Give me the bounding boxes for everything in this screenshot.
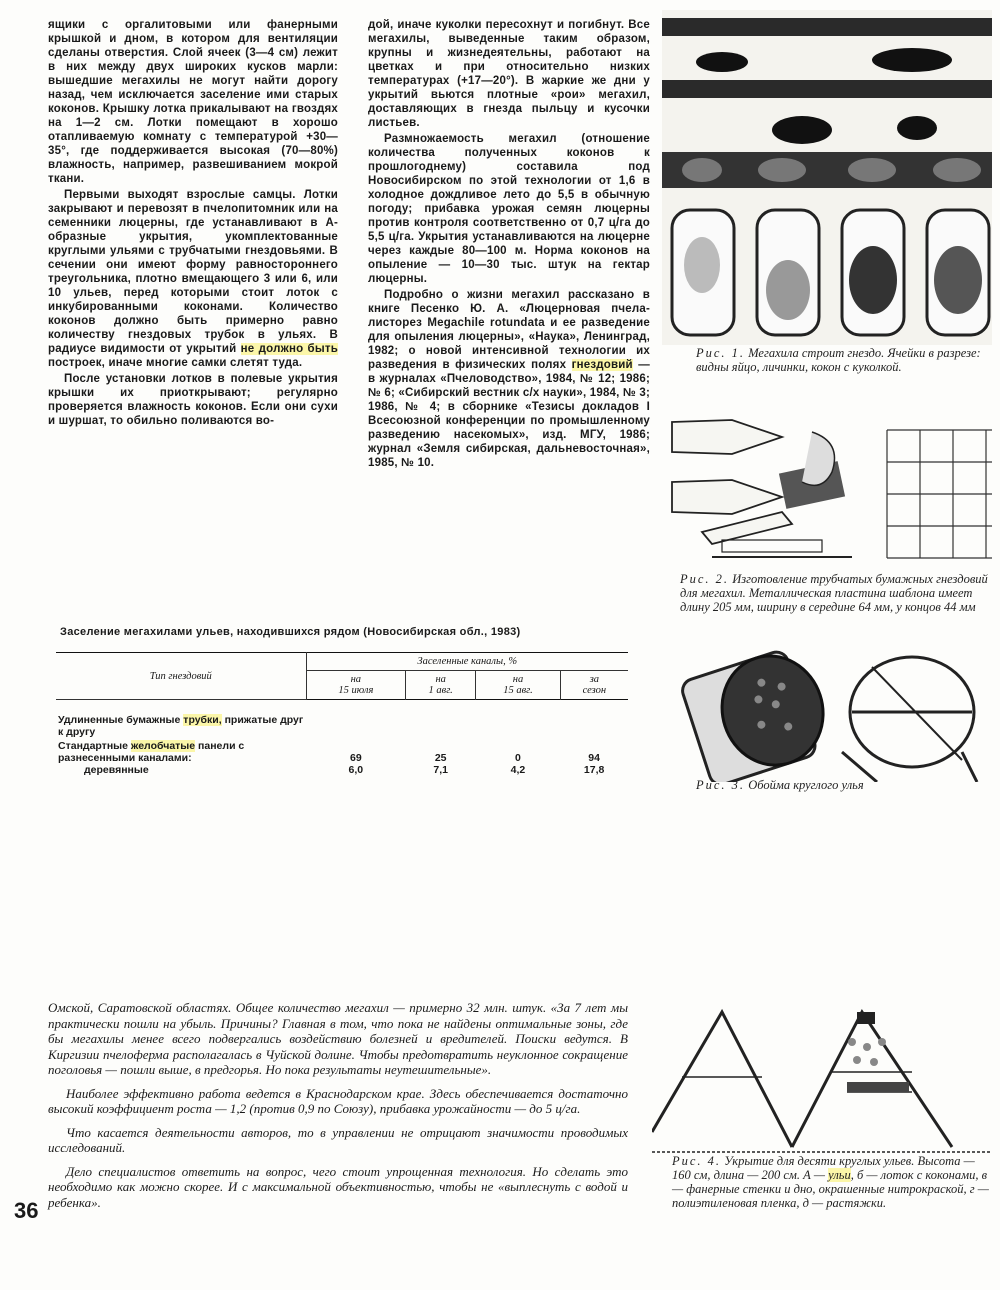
text-block-bottom	[48, 1000, 628, 1218]
figure-label: Рис. 1.	[696, 346, 746, 360]
subheader-line: на	[512, 674, 524, 685]
table-cell: 7,1	[433, 764, 448, 776]
text-run: панели с разнесенными каналами:	[58, 740, 245, 764]
text-run: построек, иначе многие самки слетят туда.	[48, 357, 303, 369]
figure-4-caption	[672, 1154, 994, 1210]
table-cell: 69	[349, 752, 362, 764]
table-subheader	[406, 671, 476, 700]
text-run: Удлиненные бумажные	[58, 714, 181, 726]
subheader-line: сезон	[582, 685, 607, 696]
text-run: прижатые друг к другу	[58, 714, 304, 738]
text-run: Подробно о жизни мегахил рассказано в книге Песенко Ю. А. «Люцерновая пчела-листорез Megachile rotundata и ее разведение для опыления люцерны», «Наука», Ленинград, 1982; о новой интенсивной технологии их разведения в физических полях	[368, 289, 650, 371]
subheader-line: за	[589, 674, 600, 685]
table-cell: 94	[588, 752, 600, 764]
subheader-line: на	[435, 674, 446, 685]
figure-1-caption	[696, 346, 988, 374]
figure-4-illustration	[652, 1002, 992, 1154]
subheader-line: 15 июля	[338, 685, 374, 696]
table-cell: 6,0	[348, 764, 364, 776]
paragraph	[48, 188, 338, 370]
table-cell	[406, 700, 476, 739]
table-cell: 17,8	[583, 764, 605, 776]
text-run: — в журналах «Пчеловодство», 1984, № 12; 1986; № 6; «Сибирский вестник с/х науки», 1984, № 3; 1986, № 4; в сборнике «Тезисы докладов I Всесоюзной конференции по промышленному разведению насекомых», изд. МГУ, 1986; журнал «Земля сибирская, дальневосточная», 1985, № 10.	[368, 359, 650, 469]
text-column-middle	[368, 18, 650, 472]
subheader-line: 1 авг.	[428, 685, 453, 696]
data-table-block	[56, 626, 636, 776]
paragraph: ящики с оргалитовыми или фанерными крышкой и дном, в котором для вентиляции сделаны отверстия. Слой ячеек (3—4 см) лежит в них между двух широких кусков марли: вышедшие мегахилы не могут найти дорогу назад, чем исключается заселение ими старых коконов. Крышку лотка прикалывают на гвоздях на 1—2 см. Лотки помещают в хорошо отапливаемую комнату с температурой +30—35°, где поддерживается высокая (70—80%) влажность, например, развешиванием мокрой ткани.	[48, 19, 338, 185]
table-cell-label	[56, 700, 306, 739]
paragraph: Что касается деятельности авторов, то в управлении не отрицают значимости проводимых исследований.	[48, 1124, 628, 1155]
paragraph: Дело специалистов ответить на вопрос, чего стоит упрощенная технология. Но сделать это необходимо как можно скорее. И с максимальной объективностью, чтобы не «выплеснуть с водой и ребенка».	[48, 1163, 628, 1210]
table-header-group: Заселенные каналы, %	[306, 653, 628, 671]
table-subheader	[560, 671, 628, 700]
figure-3-illustration	[662, 642, 992, 782]
table-row	[56, 738, 628, 764]
subheader-line: 15 авг.	[503, 685, 533, 696]
caption-text: Укрытие для десяти круглых ульев. Высота — 160 см, длина — 200 см. А —	[672, 1154, 975, 1182]
data-table	[56, 652, 628, 776]
highlighted-text: не должно быть	[240, 343, 338, 355]
table-row	[56, 700, 628, 739]
figure-2-caption	[680, 572, 990, 614]
text-column-left	[48, 18, 338, 430]
highlighted-text: гнездовий	[571, 359, 633, 371]
table-subheader	[476, 671, 561, 700]
figure-1-illustration	[662, 10, 992, 345]
table-row	[56, 764, 628, 776]
text-run: Стандартные	[58, 740, 128, 752]
figure-label: Рис. 3.	[696, 778, 746, 792]
highlighted-text: трубки,	[183, 714, 222, 726]
paragraph: Размножаемость мегахил (отношение количества полученных коконов к прошлогоднему) составила под Новосибирском по этой технологии от 1,6 в холодное дождливое лето до 5,5 в обычную погоду; прибавка урожая семян люцерны против контроля соответственно от 0,7 ц/га до 5,5 ц/га. Укрытия устанавливаются на люцерне через каждые 80—100 м. Норма коконов на опыление — 10—30 тыс. штук на гектар люцерны.	[368, 133, 650, 285]
table-title: Заселение мегахилами ульев, находившихся рядом (Новосибирская обл., 1983)	[60, 626, 521, 638]
figure-label: Рис. 4.	[672, 1154, 722, 1168]
table-cell	[306, 700, 406, 739]
caption-text: , б — лоток с коконами, в — фанерные стенки и дно, окрашенные нитрокраской, г — полиэтиленовая пленка, д — растяжки.	[672, 1168, 989, 1210]
figure-2-illustration	[662, 412, 992, 580]
paragraph: Наиболее эффективно работа ведется в Краснодарском крае. Здесь обеспечивается достаточно высокий коэффициент роста — 1,2 (против 0,9 по Союзу), прибавка урожайности — до 5 ц/га.	[48, 1085, 628, 1116]
table-cell-label	[56, 738, 306, 764]
paragraph: После установки лотков в полевые укрытия крышки их приоткрывают; регулярно проверяется влажность коконов. Если они сухи и шуршат, то обильно поливаются во-	[48, 373, 338, 427]
table-cell	[560, 700, 628, 739]
table-subheader	[306, 671, 406, 700]
caption-text: Мегахила строит гнездо. Ячейки в разрезе: видны яйцо, личинки, кокон с куколкой.	[696, 346, 981, 374]
figure-3-caption	[696, 778, 990, 792]
highlighted-text: желобчатые	[130, 740, 196, 752]
table-cell: 25	[434, 752, 447, 764]
paragraph: Омской, Саратовской областях. Общее количество мегахил — примерно 32 млн. штук. «За 7 лет мы практически пошли на убыль. Причины? Главная в том, что пока не найдены оптимальные зоны, где бы мегахилы менее всего подвергались воздействию болезней и вредителей. Поиски ведутся. В Киргизии пчелоферма располагалась в Чуйской долине. Чтобы предотвратить неуклонное сокращение поголовья — пошли выше, в предгорья. Но пока результаты неутешительные».	[48, 1000, 628, 1077]
text-run: Первыми выходят взрослые самцы. Лотки закрывают и перевозят в пчелопитомник или на семенники люцерны, где устанавливают в А-образные укрытия, укомплектованные круглыми ульями с трубчатыми гнездовьями. В сечении они имеют форму равностороннего треугольника, плотно вмещающего 3 или 6, или 10 ульев, перед которыми стоит лоток с инкубированными коконами. Количество коконов должно быть примерно равно количеству гнездовых трубок в ульях. В радиусе видимости от укрытий	[48, 189, 338, 355]
table-cell: 4,2	[510, 764, 526, 776]
table-cell	[476, 700, 561, 739]
table-cell-label: деревянные	[84, 764, 149, 776]
table-header-type: Тип гнездовий	[56, 653, 306, 700]
paragraph	[368, 288, 650, 470]
caption-text: Изготовление трубчатых бумажных гнездовий для мегахил. Металлическая пластина шаблона имеет длину 205 мм, ширину в середине 64 мм, у концов 44 мм	[680, 572, 988, 614]
subheader-line: на	[350, 674, 362, 685]
caption-text: Обойма круглого улья	[748, 778, 864, 792]
paragraph: дой, иначе куколки пересохнут и погибнут. Все мегахилы, выведенные таким образом, крупны и жизнедеятельны, работают на цветках и при относительно низких температурах (+17—20°). В жаркие же дни у укрытий вьются плотные «рои» мегахил, доставляющих в гнезда пыльцу и кусочки листьев.	[368, 19, 650, 129]
highlighted-text: ульи	[828, 1168, 851, 1182]
table-cell: 0	[515, 752, 521, 764]
figure-label: Рис. 2.	[680, 572, 730, 586]
page-number: 36	[14, 1198, 39, 1223]
